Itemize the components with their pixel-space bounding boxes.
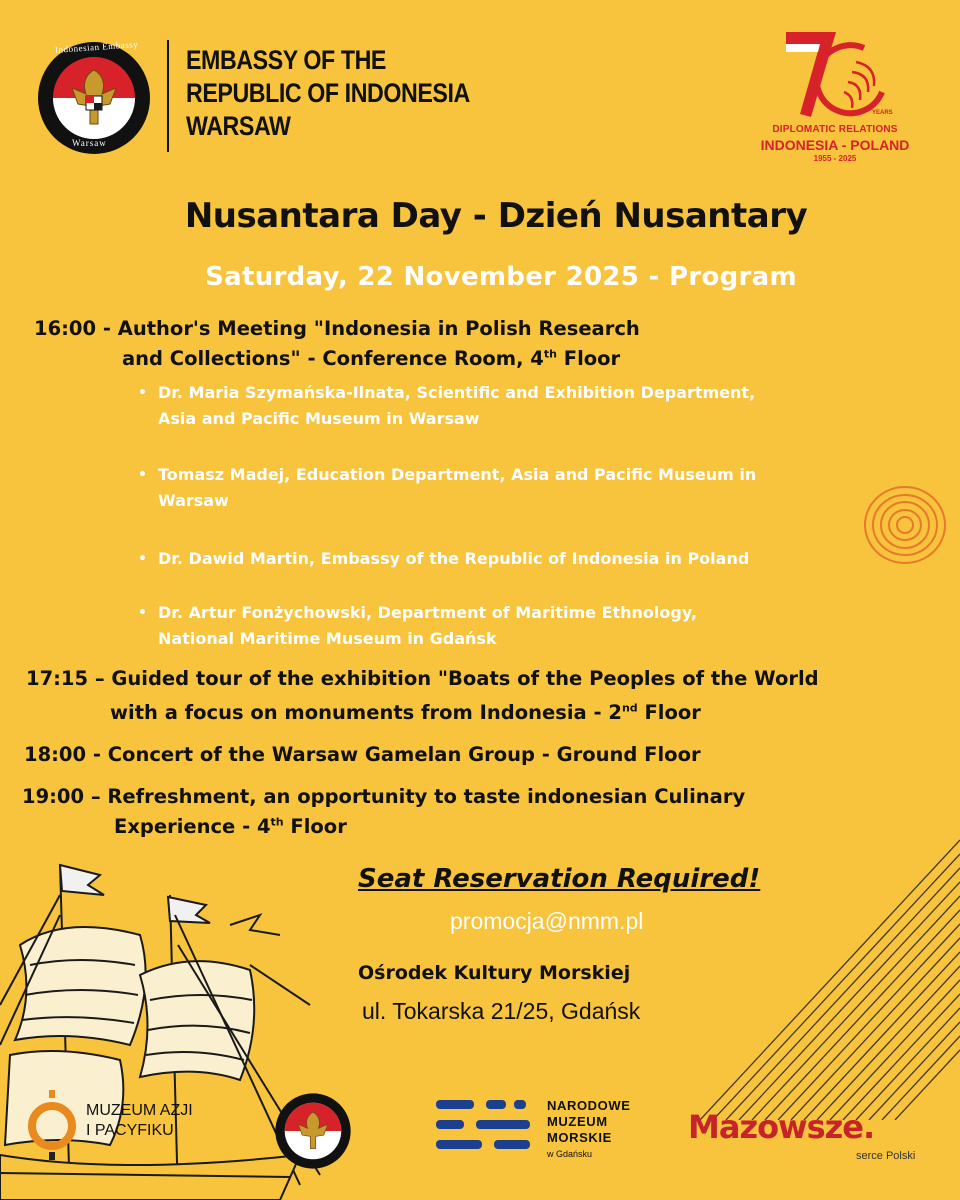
speaker-line: Warsaw bbox=[158, 491, 229, 510]
floor-text: Floor bbox=[283, 815, 347, 838]
anniversary-line-2: INDONESIA - POLAND bbox=[760, 137, 910, 153]
header-divider bbox=[167, 40, 169, 152]
museum-asia-line: MUZEUM AZJI bbox=[86, 1102, 193, 1119]
program-item-1600-line-2 bbox=[122, 344, 620, 374]
venue-name: Ośrodek Kultury Morskiej bbox=[358, 962, 631, 984]
event-title: Nusantara Day - Dzień Nusantary bbox=[184, 196, 808, 236]
bullet-icon: • bbox=[138, 605, 147, 621]
program-item-1715-line-2 bbox=[110, 698, 701, 728]
bullet-icon: • bbox=[138, 551, 147, 567]
national-maritime-museum-name bbox=[547, 1098, 631, 1162]
speaker-line: Asia and Pacific Museum in Warsaw bbox=[158, 409, 480, 428]
program-item-1600-line-1: 16:00 - Author's Meeting "Indonesia in Polish Research bbox=[34, 317, 640, 340]
bullet-icon: • bbox=[138, 467, 147, 483]
event-date-subtitle: Saturday, 22 November 2025 - Program bbox=[205, 262, 797, 292]
embassy-line-1: EMBASSY OF THE bbox=[186, 45, 386, 75]
speaker-line: Dr. Dawid Martin, Embassy of the Republic of Indonesia in Poland bbox=[158, 549, 750, 568]
anniversary-caption bbox=[740, 124, 930, 163]
embassy-seal-small-logo bbox=[274, 1092, 352, 1170]
speaker-list-item bbox=[138, 380, 928, 432]
ordinal-suffix: th bbox=[543, 347, 557, 361]
nmm-line: w Gdańsku bbox=[547, 1149, 593, 1159]
program-item-1900-text: Experience - 4 bbox=[114, 815, 271, 838]
embassy-line-2: REPUBLIC OF INDONESIA bbox=[186, 78, 470, 108]
program-item-1900-line-2 bbox=[114, 812, 347, 842]
museum-asia-pacific-logo-icon bbox=[24, 1090, 80, 1160]
anniversary-years-label: YEARS bbox=[872, 110, 893, 116]
museum-asia-pacific-name bbox=[86, 1101, 193, 1141]
speaker-list-item bbox=[138, 462, 928, 514]
reservation-email-link[interactable]: promocja@nmm.pl bbox=[450, 908, 644, 934]
program-item-1600-text: and Collections" - Conference Room, 4 bbox=[122, 347, 544, 370]
speaker-list-item bbox=[138, 600, 928, 652]
anniversary-line-3: 1955 - 2025 bbox=[813, 154, 857, 163]
program-item-1715-text: with a focus on monuments from Indonesia - 2 bbox=[110, 701, 622, 724]
speaker-line: Tomasz Madej, Education Department, Asia and Pacific Museum in bbox=[158, 465, 757, 484]
seal-bottom-text: Warsaw bbox=[72, 138, 107, 148]
speaker-line: Dr. Artur Fonżychowski, Department of Maritime Ethnology, bbox=[158, 603, 698, 622]
seat-reservation-notice: Seat Reservation Required! bbox=[358, 864, 761, 894]
nmm-line: MUZEUM bbox=[547, 1114, 608, 1129]
bullet-icon: • bbox=[138, 385, 147, 401]
venue-address: ul. Tokarska 21/25, Gdańsk bbox=[362, 998, 641, 1024]
speaker-line: Dr. Maria Szymańska-Ilnata, Scientific and Exhibition Department, bbox=[158, 383, 756, 402]
ordinal-suffix: nd bbox=[621, 701, 638, 715]
anniversary-line-1: DIPLOMATIC RELATIONS bbox=[772, 124, 898, 135]
program-item-1800: 18:00 - Concert of the Warsaw Gamelan Group - Ground Floor bbox=[24, 743, 701, 766]
program-item-1715-line-1: 17:15 – Guided tour of the exhibition "Boats of the Peoples of the World bbox=[26, 667, 819, 690]
program-item-1900-line-1: 19:00 – Refreshment, an opportunity to taste indonesian Culinary bbox=[22, 785, 746, 808]
floor-text: Floor bbox=[637, 701, 701, 724]
speaker-line: National Maritime Museum in Gdańsk bbox=[158, 629, 497, 648]
mazowsze-tagline: serce Polski bbox=[856, 1150, 916, 1162]
embassy-name bbox=[186, 44, 470, 143]
mazowsze-logo: Mazowsze. bbox=[688, 1108, 875, 1146]
national-maritime-museum-logo-icon bbox=[436, 1098, 532, 1152]
museum-asia-line: I PACYFIKU bbox=[86, 1122, 174, 1139]
embassy-line-3: WARSAW bbox=[186, 111, 291, 141]
seal-top-text: Indonesian Embassy bbox=[54, 39, 139, 55]
ordinal-suffix: th bbox=[270, 815, 284, 829]
floor-text: Floor bbox=[556, 347, 621, 370]
speaker-list-item bbox=[138, 546, 928, 572]
nmm-line: MORSKIE bbox=[547, 1130, 612, 1145]
nmm-line: NARODOWE bbox=[547, 1098, 631, 1113]
